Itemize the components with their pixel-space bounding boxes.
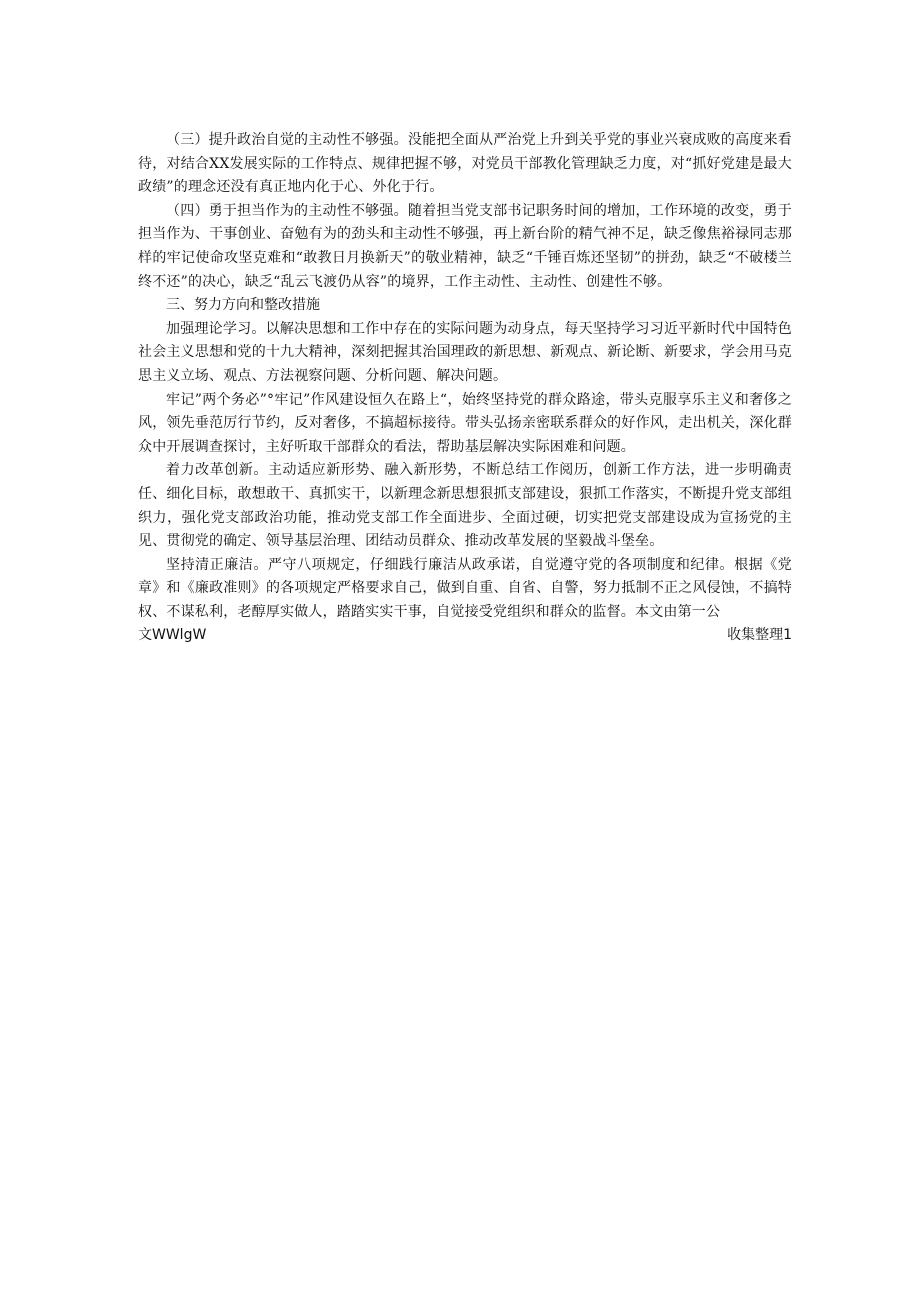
source-note-right: 收集整理1 [727,627,792,644]
document-body [138,129,792,648]
measure-paragraph-study: 加强理论学习。以解决思想和工作中存在的实际问题为动身点，每天坚持学习习近平新时代中国特色社会主义思想和党的十九大精神，深刻把握其治国理政的新思想、新观点、新论断、新要求，学会用马克思主义立场、观点、方法视察问题、分析问题、解决问题。 [138,320,792,384]
measure-paragraph-reform: 着力改革创新。主动适应新形势、融入新形势，不断总结工作阅历，创新工作方法，进一步明确责任、细化目标，敢想敢干、真抓实干，以新理念新思想狠抓支部建设，狠抓工作落实，不断提升党支部组织力，强化党支部政治功能，推动党支部工作全面进步、全面过硬，切实把党支部建设成为宣扬党的主见、贯彻党的确定、领导基层治理、团结动员群众、推动改革发展的坚毅战斗堡垒。 [138,462,792,550]
paragraph-four: （四）勇于担当作为的主动性不够强。随着担当党支部书记职务时间的增加，工作环境的改变，勇于担当作为、干事创业、奋勉有为的劲头和主动性不够强，再上新台阶的精气神不足，缺乏像焦裕禄同志那样的牢记使命攻坚克难和“敢教日月换新天”的敬业精神，缺乏“千锤百炼还坚韧”的拼劲，缺乏“不破楼兰终不还”的决心，缺乏“乱云飞渡仍从容”的境界，工作主动性、主动性、创建性不够。 [138,202,792,290]
measure-paragraph-integrity: 坚持清正廉洁。严守八项规定，仔细践行廉洁从政承诺，自觉遵守党的各项制度和纪律。根据《党章》和《廉政准则》的各项规定严格要求自己，做到自重、自省、自警，努力抵制不正之风侵蚀，不搞特权、不谋私利，老醇厚实做人，踏踏实实干事，自觉接受党组织和群众的监督。本文由第一公 [138,556,792,620]
source-note-line [138,624,792,648]
measure-paragraph-style: 牢记”两个务必”°牢记”作风建设恒久在路上“，始终坚持党的群众路途，带头克服享乐主义和奢侈之风，领先垂范厉行节约，反对奢侈，不搞超标接待。带头弘扬亲密联系群众的好作风，走出机关，深化群众中开展调查探讨，主好听取干部群众的看法，帮助基层解决实际困难和问题。 [138,391,792,455]
paragraph-three: （三）提升政治自觉的主动性不够强。没能把全面从严治党上升到关乎党的事业兴衰成败的高度来看待，对结合XX发展实际的工作特点、规律把握不够，对党员干部教化管理缺乏力度，对“抓好党建是最大政绩”的理念还没有真正地内化于心、外化于行。 [138,132,792,196]
section-heading: 三、努力方向和整改措施 [166,297,320,314]
source-note-left: 文WWlgW [138,627,207,644]
